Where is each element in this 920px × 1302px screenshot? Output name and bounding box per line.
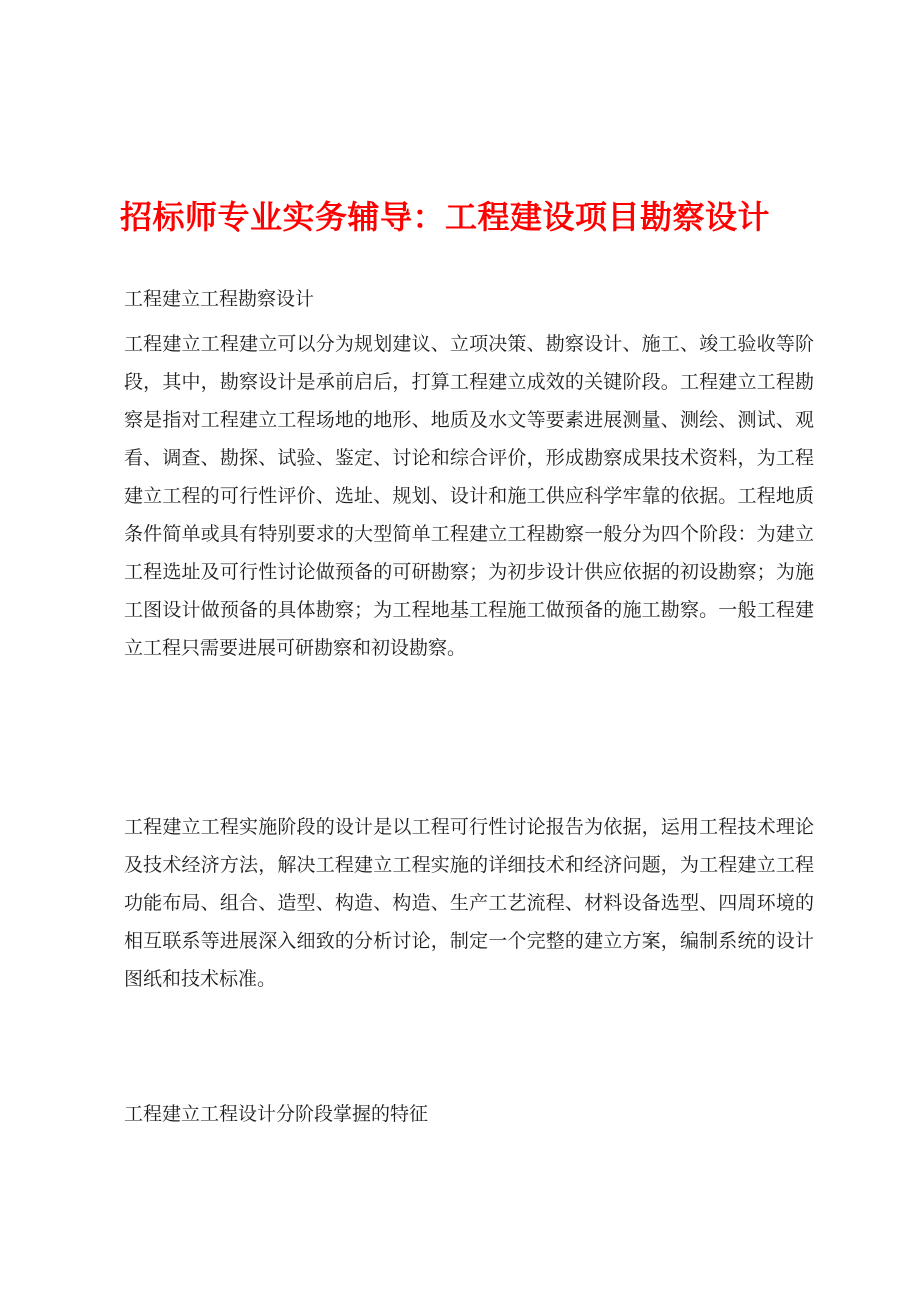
document-title: 招标师专业实务辅导：工程建设项目勘察设计: [120, 198, 771, 236]
section-heading-survey-design: 工程建立工程勘察设计: [124, 288, 315, 310]
paragraph-design: 工程建立工程实施阶段的设计是以工程可行性讨论报告为依据，运用工程技术理论及技术经济方法，解决工程建立工程实施的详细技术和经济问题，为工程建立工程功能布局、组合、造型、构造、构造、生产工艺流程、材料设备选型、四周环境的相互联系等进展深入细致的分析讨论，制定一个完整的建立方案，编制系统的设计图纸和技术标准。: [124, 816, 814, 990]
section-heading-design-phases: 工程建立工程设计分阶段掌握的特征: [124, 1103, 429, 1125]
paragraph-survey: 工程建立工程建立可以分为规划建议、立项决策、勘察设计、施工、竣工验收等阶段，其中，勘察设计是承前启后，打算工程建立成效的关键阶段。工程建立工程勘察是指对工程建立工程场地的地形、地质及水文等要素进展测量、测绘、测试、观看、调查、勘探、试验、鉴定、讨论和综合评价，形成勘察成果技术资料，为工程建立工程的可行性评价、选址、规划、设计和施工供应科学牢靠的依据。工程地质条件简单或具有特别要求的大型简单工程建立工程勘察一般分为四个阶段：为建立工程选址及可行性讨论做预备的可研勘察；为初步设计供应依据的初设勘察；为施工图设计做预备的具体勘察；为工程地基工程施工做预备的施工勘察。一般工程建立工程只需要进展可研勘察和初设勘察。: [124, 333, 814, 659]
